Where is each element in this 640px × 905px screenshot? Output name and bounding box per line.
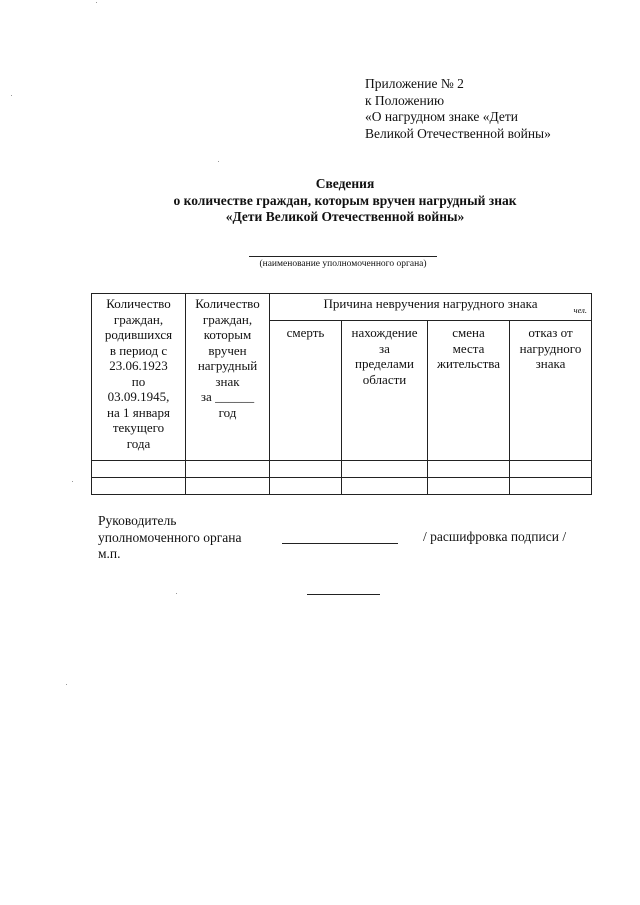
header-cause-outside-region: нахождение за пределами области — [342, 321, 428, 461]
statistics-table — [91, 293, 592, 495]
annex-line-2: к Положению — [365, 92, 445, 108]
title-line-3: «Дети Великой Отечественной войны» — [225, 209, 465, 224]
signature-block — [98, 513, 242, 563]
signature-line — [282, 543, 398, 544]
document-title — [0, 176, 640, 226]
header-citizens-born: Количество граждан, родившихся в период с 23.06.1923 по 03.09.1945, на 1 января текущего года — [92, 294, 186, 461]
header-citizens-awarded: Количество граждан, которым вручен нагрудный знак за ______ год — [186, 294, 270, 461]
title-line-1: Сведения — [315, 176, 375, 191]
annex-header — [365, 76, 551, 142]
scan-speck — [11, 95, 12, 96]
header-cause-relocation: смена места жительства — [428, 321, 510, 461]
table-row — [92, 461, 592, 478]
scan-speck — [176, 593, 177, 594]
annex-line-1: Приложение № 2 — [365, 76, 464, 91]
scan-speck — [218, 161, 219, 162]
scan-speck — [96, 2, 97, 3]
scan-speck — [66, 684, 67, 685]
annex-line-4: Великой Отечественной войны» — [365, 125, 551, 141]
header-cause-refusal: отказ от нагрудного знака — [510, 321, 592, 461]
title-line-2: о количестве граждан, которым вручен нагрудный знак — [173, 192, 517, 208]
table-row — [92, 478, 592, 495]
header-non-award-cause: Причина невручения нагрудного знака чел. — [270, 294, 592, 321]
unit-label: чел. — [573, 304, 587, 315]
header-cause-death: смерть — [270, 321, 342, 461]
scan-speck — [72, 481, 73, 482]
organization-name-line — [249, 256, 437, 257]
signature-decode: / расшифровка подписи / — [423, 529, 567, 544]
signature-title: Руководитель — [98, 513, 177, 528]
annex-line-3: «О нагрудном знаке «Дети — [365, 109, 518, 124]
organization-caption: (наименование уполномоченного органа) — [259, 259, 427, 269]
signature-organization: уполномоченного органа — [98, 529, 242, 545]
date-line — [307, 594, 380, 595]
stamp-label: м.п. — [98, 546, 121, 561]
